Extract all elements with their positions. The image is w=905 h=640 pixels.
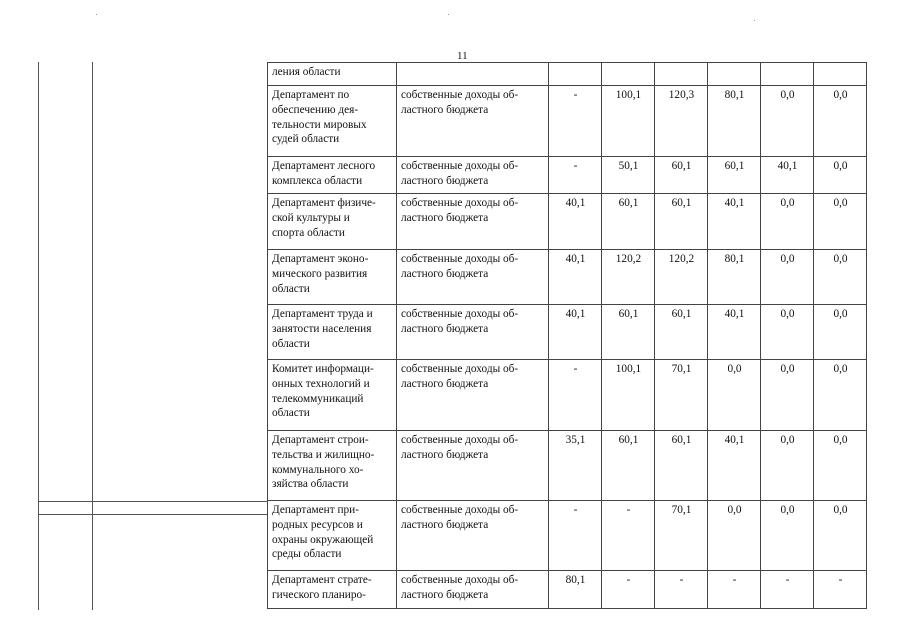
funding-source-cell: собственные доходы об- ластного бюджета [397, 305, 549, 360]
scan-speck [96, 14, 97, 15]
value-cell: 0,0 [814, 305, 867, 360]
value-cell: 60,1 [655, 431, 708, 501]
department-cell: Департамент эконо- мического развития области [268, 250, 397, 305]
value-cell: 0,0 [814, 501, 867, 571]
value-cell: 60,1 [655, 157, 708, 194]
value-cell: - [761, 571, 814, 609]
value-cell: 0,0 [761, 501, 814, 571]
table-row [268, 250, 867, 305]
value-cell: 0,0 [761, 194, 814, 250]
value-cell: 0,0 [761, 431, 814, 501]
value-cell: 0,0 [708, 501, 761, 571]
value-cell: 60,1 [708, 157, 761, 194]
funding-source-cell [397, 63, 549, 86]
department-cell: Департамент страте- гического планиро- [268, 571, 397, 609]
value-cell: 0,0 [814, 431, 867, 501]
value-cell: 60,1 [602, 194, 655, 250]
value-cell [549, 63, 602, 86]
value-cell: 50,1 [602, 157, 655, 194]
value-cell: 60,1 [602, 305, 655, 360]
value-cell: 60,1 [655, 194, 708, 250]
value-cell: - [708, 571, 761, 609]
row-separator-rule [38, 501, 267, 502]
value-cell: 0,0 [761, 360, 814, 431]
table-row [268, 431, 867, 501]
value-cell: - [549, 86, 602, 157]
department-cell: Комитет информаци- онных технологий и телекоммуникаций области [268, 360, 397, 431]
department-cell: ления области [268, 63, 397, 86]
value-cell: 70,1 [655, 501, 708, 571]
department-cell: Департамент по обеспечению дея- тельности мировых судей области [268, 86, 397, 157]
department-cell: Департамент лесного комплекса области [268, 157, 397, 194]
value-cell: - [814, 571, 867, 609]
value-cell: 70,1 [655, 360, 708, 431]
value-cell: 80,1 [708, 86, 761, 157]
funding-source-cell: собственные доходы об- ластного бюджета [397, 250, 549, 305]
value-cell [708, 63, 761, 86]
table-row [268, 194, 867, 250]
value-cell: 35,1 [549, 431, 602, 501]
funding-source-cell: собственные доходы об- ластного бюджета [397, 571, 549, 609]
value-cell: 0,0 [761, 250, 814, 305]
page-number: 11 [457, 50, 468, 62]
value-cell [814, 63, 867, 86]
table-row [268, 157, 867, 194]
value-cell: 40,1 [708, 305, 761, 360]
department-cell: Департамент физиче- ской культуры и спорта области [268, 194, 397, 250]
budget-table [267, 62, 867, 609]
funding-source-cell: собственные доходы об- ластного бюджета [397, 157, 549, 194]
value-cell: 60,1 [602, 431, 655, 501]
value-cell: 0,0 [814, 194, 867, 250]
value-cell: 0,0 [708, 360, 761, 431]
value-cell: 40,1 [761, 157, 814, 194]
value-cell [761, 63, 814, 86]
funding-source-cell: собственные доходы об- ластного бюджета [397, 194, 549, 250]
value-cell [655, 63, 708, 86]
value-cell: 40,1 [549, 305, 602, 360]
scan-speck [448, 14, 449, 15]
value-cell: - [655, 571, 708, 609]
funding-source-cell: собственные доходы об- ластного бюджета [397, 501, 549, 571]
value-cell: 40,1 [708, 194, 761, 250]
value-cell: 80,1 [549, 571, 602, 609]
department-cell: Департамент труда и занятости населения области [268, 305, 397, 360]
table-row [268, 305, 867, 360]
funding-source-cell: собственные доходы об- ластного бюджета [397, 431, 549, 501]
table-row [268, 86, 867, 157]
value-cell: 40,1 [549, 194, 602, 250]
value-cell: 120,2 [602, 250, 655, 305]
value-cell: 100,1 [602, 360, 655, 431]
table-row [268, 571, 867, 609]
funding-source-cell: собственные доходы об- ластного бюджета [397, 360, 549, 431]
value-cell: 120,2 [655, 250, 708, 305]
value-cell: 100,1 [602, 86, 655, 157]
value-cell: - [549, 501, 602, 571]
department-cell: Департамент при- родных ресурсов и охраны окружающей среды области [268, 501, 397, 571]
table-row [268, 360, 867, 431]
value-cell: - [549, 157, 602, 194]
value-cell: 0,0 [761, 305, 814, 360]
table-row [268, 63, 867, 86]
department-cell: Департамент строи- тельства и жилищно- коммунального хо- зяйства области [268, 431, 397, 501]
value-cell: 0,0 [814, 157, 867, 194]
scan-speck [754, 20, 755, 21]
value-cell: - [602, 571, 655, 609]
value-cell: - [602, 501, 655, 571]
value-cell: - [549, 360, 602, 431]
funding-source-cell: собственные доходы об- ластного бюджета [397, 86, 549, 157]
value-cell: 0,0 [814, 250, 867, 305]
value-cell: 0,0 [814, 360, 867, 431]
value-cell: 80,1 [708, 250, 761, 305]
value-cell: 0,0 [814, 86, 867, 157]
value-cell: 40,1 [708, 431, 761, 501]
value-cell [602, 63, 655, 86]
value-cell: 40,1 [549, 250, 602, 305]
left-column-rule [38, 62, 39, 610]
value-cell: 60,1 [655, 305, 708, 360]
value-cell: 120,3 [655, 86, 708, 157]
row-separator-rule [38, 514, 267, 515]
left-column-rule [92, 62, 93, 610]
value-cell: 0,0 [761, 86, 814, 157]
table-row [268, 501, 867, 571]
